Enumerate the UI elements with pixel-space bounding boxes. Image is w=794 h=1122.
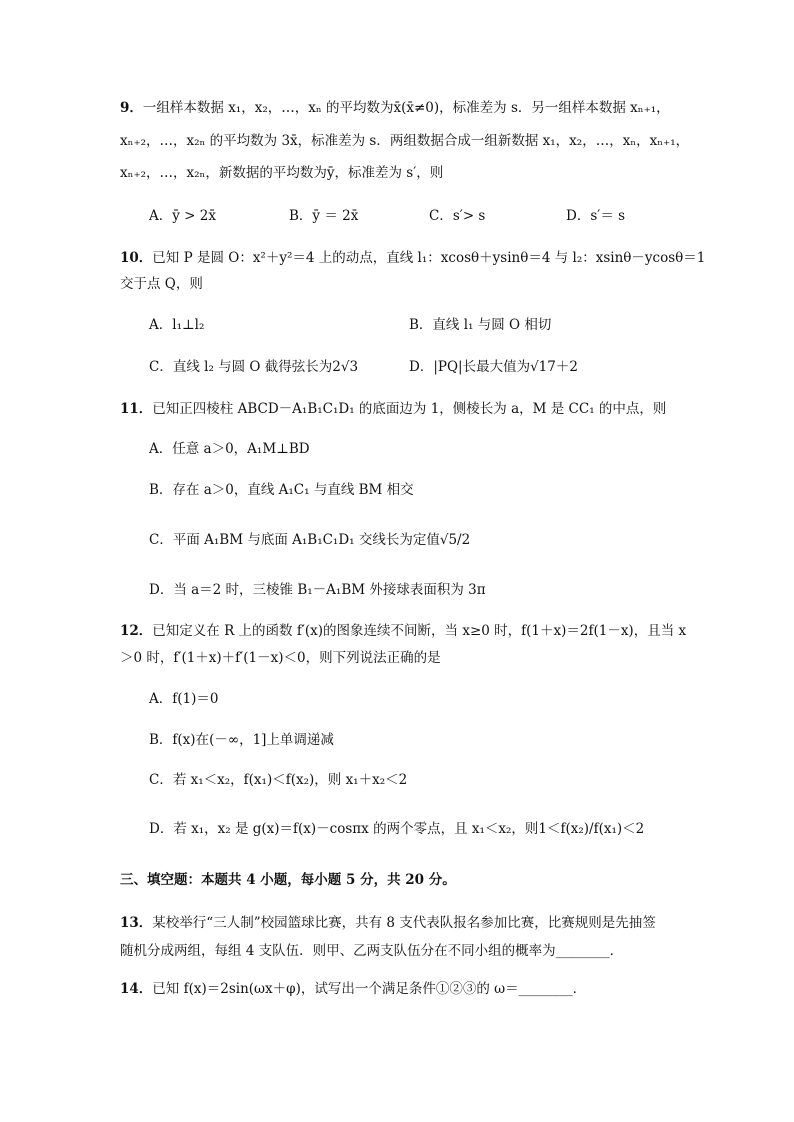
q9-option-b: B．ȳ ＝ 2x̄	[289, 208, 359, 224]
q9-line3: xₙ₊₂，…，x₂ₙ，新数据的平均数为ȳ，标准差为 s′，则	[120, 165, 444, 181]
q12-line2: ＞0 时，f′(1＋x)＋f′(1－x)＜0，则下列说法正确的是	[120, 650, 441, 666]
q11-number: 11．	[120, 401, 153, 417]
q11-option-a: A．任意 a＞0，A₁M⊥BD	[149, 441, 310, 457]
q10-line2: 交于点 Q，则	[120, 276, 203, 292]
q12-option-b: B．f(x)在(－∞，1]上单调递减	[149, 732, 334, 748]
q10-line1	[120, 248, 705, 268]
q10-option-b: B．直线 l₁ 与圆 O 相切	[409, 317, 552, 333]
q13-number: 13．	[120, 915, 153, 931]
q9-option-a: A．ȳ > 2x̄	[149, 208, 216, 224]
q11-option-b: B．存在 a＞0，直线 A₁C₁ 与直线 BM 相交	[149, 482, 414, 498]
q12-number: 12．	[120, 623, 153, 639]
q12-option-c: C．若 x₁＜x₂，f(x₁)＜f(x₂)，则 x₁＋x₂＜2	[149, 772, 408, 788]
section-heading: 三、填空题：本题共 4 小题，每小题 5 分，共 20 分。	[120, 872, 456, 888]
q10-option-d: D．|PQ|长最大值为√17＋2	[409, 359, 578, 375]
q11-text-line1: 已知正四棱柱 ABCD－A₁B₁C₁D₁ 的底面边为 1，侧棱长为 a，M 是 CC₁ 的中点，则	[152, 401, 667, 417]
q14-number: 14．	[120, 981, 153, 997]
q9-option-c: C．s′> s	[429, 208, 486, 224]
q13-text-line1: 某校举行“三人制”校园篮球比赛，共有 8 支代表队报名参加比赛，比赛规则是先抽签	[152, 915, 656, 931]
q9-line2: xₙ₊₂，…，x₂ₙ 的平均数为 3x̄，标准差为 s．两组数据合成一组新数据 x₁，x₂，…，xₙ，xₙ₊₁，	[120, 133, 690, 149]
q14-text-line1: 已知 f(x)＝2sin(ωx＋φ)，试写出一个满足条件①②③的 ω＝________．	[152, 981, 587, 997]
q12-text-line1: 已知定义在 R 上的函数 f′(x)的图象连续不间断，当 x≥0 时，f(1＋x)＝2f(1－x)，且当 x	[152, 623, 687, 639]
q13-line1	[120, 913, 656, 933]
q14-line1	[120, 979, 586, 999]
q10-number: 10．	[120, 250, 153, 266]
q11-option-c: C．平面 A₁BM 与底面 A₁B₁C₁D₁ 交线长为定值√5/2	[149, 532, 471, 548]
q11-option-d: D．当 a＝2 时，三棱锥 B₁－A₁BM 外接球表面积为 3π	[149, 582, 486, 598]
q9-number: 9．	[120, 100, 143, 116]
q9-option-d: D．s′＝ s	[566, 208, 626, 224]
q10-text-line1: 已知 P 是圆 O：x²＋y²＝4 上的动点，直线 l₁：xcosθ＋ysinθ＝4 与 l₂：xsinθ－ycosθ＝1	[152, 250, 706, 266]
q13-line2: 随机分成两组，每组 4 支队伍．则甲、乙两支队伍分在不同小组的概率为________．	[120, 943, 624, 959]
q12-line1	[120, 621, 686, 641]
q12-option-a: A．f(1)＝0	[149, 691, 219, 707]
q11-line1	[120, 399, 666, 419]
q10-option-c: C．直线 l₂ 与圆 O 截得弦长为2√3	[149, 359, 359, 375]
q9-text-line1: 一组样本数据 x₁，x₂，…，xₙ 的平均数为x̄(x̄≠0)，标准差为 s．另一组样本数据 xₙ₊₁，	[142, 100, 670, 116]
q10-option-a: A．l₁⊥l₂	[149, 317, 205, 333]
q12-option-d: D．若 x₁，x₂ 是 g(x)＝f(x)－cosπx 的两个零点，且 x₁＜x₂，则1＜f(x₂)/f(x₁)＜2	[149, 821, 645, 837]
q9-line1	[120, 98, 670, 118]
